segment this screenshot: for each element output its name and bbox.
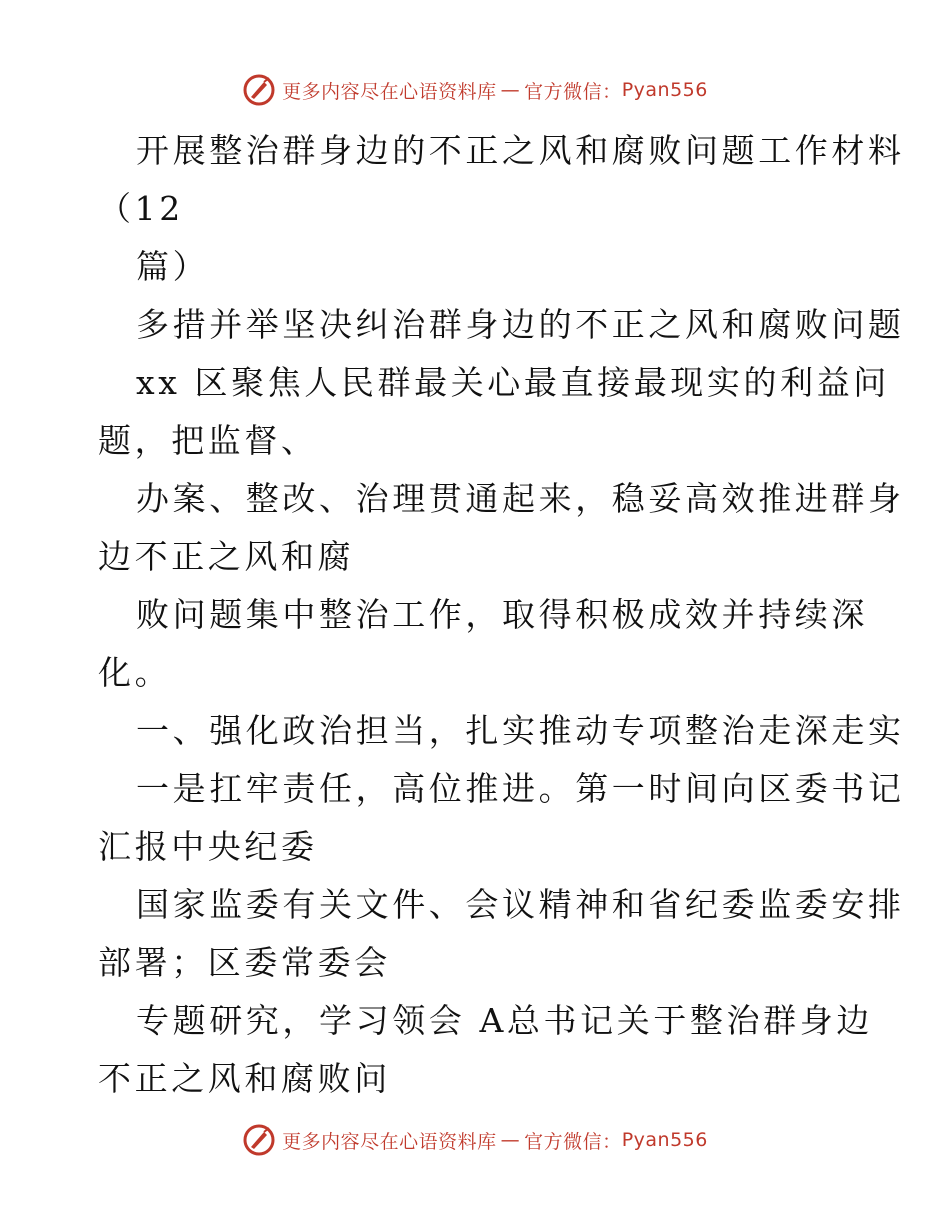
paragraph-line: 汇报中央纪委 — [98, 827, 318, 866]
watermark-separator: — — [500, 1129, 521, 1151]
doc-title-end: 篇） — [136, 247, 210, 286]
paragraph-line: 化。 — [98, 653, 172, 692]
quill-logo-icon — [242, 1123, 276, 1157]
paragraph-line: 专题研究，学习领会 A总书记关于整治群身边 — [136, 1001, 873, 1040]
watermark-wechat-label: 官方微信： — [524, 80, 622, 103]
paragraph-line: 题，把监督、 — [98, 421, 318, 460]
doc-title-count: （12 — [98, 189, 184, 228]
paragraph-line: 边不正之风和腐 — [98, 537, 355, 576]
section-heading: 一、强化政治担当，扎实推动专项整治走深走实 — [136, 711, 905, 750]
watermark-banner-top — [0, 70, 950, 110]
document-body — [98, 122, 905, 1108]
paragraph-line: 办案、整改、治理贯通起来，稳妥高效推进群身 — [136, 479, 905, 518]
watermark-wechat-label: 官方微信： — [524, 1130, 622, 1153]
paragraph-line: 不正之风和腐败问 — [98, 1059, 391, 1098]
paragraph-line: 部署；区委常委会 — [98, 943, 391, 982]
doc-subtitle: 多措并举坚决纠治群身边的不正之风和腐败问题 — [136, 305, 905, 344]
watermark-banner-bottom — [0, 1120, 950, 1160]
paragraph-line: 一是扛牢责任，高位推进。第一时间向区委书记 — [136, 769, 905, 808]
watermark-wechat-id: Pyan556 — [621, 79, 708, 101]
watermark-site: 更多内容尽在心语资料库 — [282, 1130, 497, 1153]
quill-logo-icon — [242, 73, 276, 107]
paragraph-line: 败问题集中整治工作，取得积极成效并持续深 — [136, 595, 868, 634]
watermark-wechat-id: Pyan556 — [621, 1129, 708, 1151]
watermark-separator: — — [500, 79, 521, 101]
paragraph-line: xx 区聚焦人民群最关心最直接最现实的利益问 — [136, 363, 890, 402]
paragraph-line: 国家监委有关文件、会议精神和省纪委监委安排 — [136, 885, 905, 924]
watermark-site: 更多内容尽在心语资料库 — [282, 80, 497, 103]
doc-title: 开展整治群身边的不正之风和腐败问题工作材料 — [136, 131, 905, 170]
